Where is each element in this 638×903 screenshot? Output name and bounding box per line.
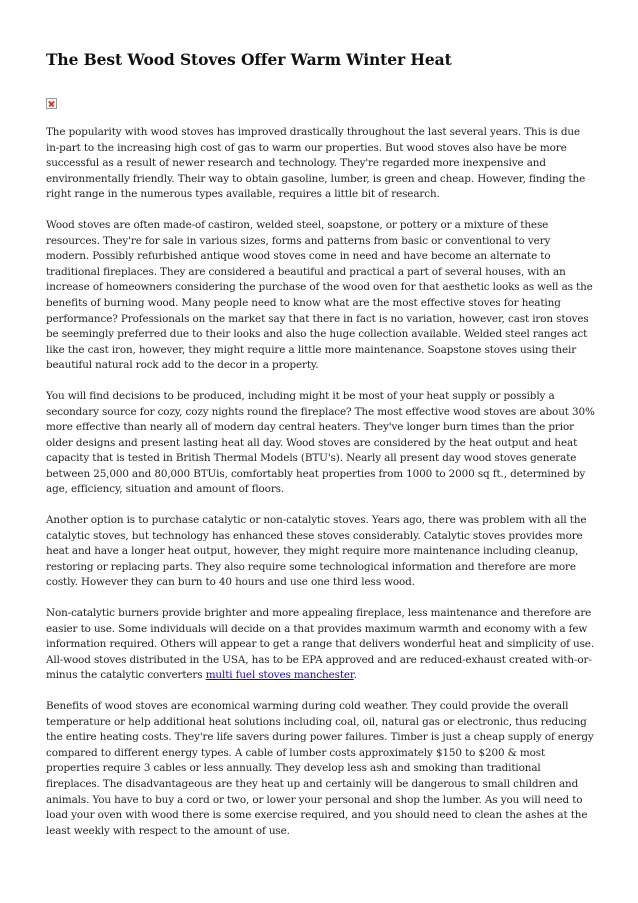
paragraph-2: Wood stoves are often made-of castiron, welded steel, soapstone, or pottery or a mixture of these resources. They're for sale in various sizes, forms and patterns from basic or conventional to very modern. Possibly refurbished antique wood stoves come in need and have become an alternate to traditional fireplaces. They are considered a beautiful and practical a part of several houses, with an increase of homeowners considering the purchase of the wood oven for that aesthetic looks as well as the benefits of burning wood. Many people need to know what are the most effective stoves for heating performance? Professionals on the market say that there in fact is no variation, however, cast iron stoves be seemingly preferred due to their looks and also the huge collection available. Welded steel ranges act like the cast iron, however, they might require a little more maintenance. Soapstone stoves using their beautiful natural rock add to the decor in a property. — [46, 218, 593, 372]
paragraph-5-text: Non-catalytic burners provide brighter and more appealing fireplace, less maintenance and therefore are easier to use. Some individuals will decide on a that provides maximum warmth and economy with a few information required. Others will appear to get a range that delivers wonderful heat and simplicity of use. All-wood stoves distributed in the USA, has to be EPA approved and are reduced-exhaust created with-or-minus the catalytic converters — [46, 607, 594, 682]
paragraph-6: Benefits of wood stoves are economical warming during cold weather. They could provide the overall temperature or help additional heat solutions including coal, oil, natural gas or electronic, thus reducing the entire heating costs. They're life savers during power failures. Timber is just a cheap supply of energy compared to different energy types. A cable of lumber costs approximately $150 to $200 & most properties require 3 cables or less annually. They develop less ash and smoking than traditional fireplaces. The disadvantageous are they heat up and certainly will be dangerous to small children and animals. You have to buy a cord or two, or lower your personal and shop the lumber. As you will need to load your oven with wood there is some exercise required, and you should need to clean the ashes at the least weekly with respect to the amount of use. — [46, 700, 594, 837]
page-title: The Best Wood Stoves Offer Warm Winter Heat — [46, 50, 452, 69]
paragraph-5-end: . — [353, 669, 357, 682]
paragraph-4: Another option is to purchase catalytic or non-catalytic stoves. Years ago, there was problem with all the catalytic stoves, but technology has enhanced these stoves considerably. Catalytic stoves provides more heat and have a longer heat output, however, they might require more maintenance including cleanup, restoring or replacing parts. They also require some technological information and therefore are more costly. However they can burn to 40 hours and use one third less wood. — [46, 514, 587, 589]
multi-fuel-stoves-link[interactable]: multi fuel stoves manchester — [205, 669, 354, 682]
paragraph-3: You will find decisions to be produced, including might it be most of your heat supply or possibly a secondary source for cozy, cozy nights round the fireplace? The most effective wood stoves are about 30% more effective than nearly all of modern day central heaters. They've longer burn times than the prior older designs and present lasting heat all day. Wood stoves are considered by the heat output and heat capacity that is tested in British Thermal Models (BTU's). Nearly all present day wood stoves generate between 25,000 and 80,000 BTUis, comfortably heat properties from 1000 to 2000 sq ft., determined by age, efficiency, situation and amount of floors. — [46, 389, 595, 496]
paragraph-5 — [46, 606, 596, 684]
document-page — [46, 50, 596, 854]
paragraph-1: The popularity with wood stoves has improved drastically throughout the last several years. This is due in-part to the increasing high cost of gas to warm our properties. But wood stoves also have be more successful as a result of newer research and technology. They're regarded more inexpensive and environmentally friendly. Their way to obtain gasoline, lumber, is green and cheap. However, finding the right range in the numerous types available, requires a little bit of research. — [46, 126, 586, 201]
broken-image-icon — [46, 98, 57, 109]
article-body — [46, 125, 596, 839]
